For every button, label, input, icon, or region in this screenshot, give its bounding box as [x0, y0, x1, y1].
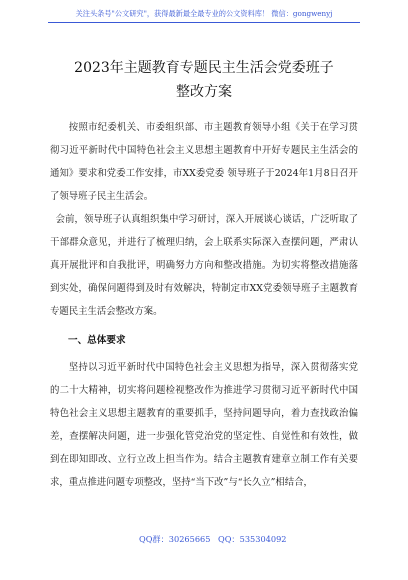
header-banner	[48, 8, 360, 26]
document-intro	[50, 116, 358, 323]
paragraph-intro-2: 会前，领导班子认真组织集中学习研讨，深入开展谈心谈话，广泛听取了干部群众意见，并进行了梳理归纳，会上联系实际深入查摆问题，严肃认真开展批评和自我批评，明确努力方向和整改措施。为切实将整改措施落到实处，确保问题得到及时有效解决，特制定市XX党委领导班子主题教育专题民主生活会整改方案。	[50, 214, 358, 317]
document-section-1-body	[50, 356, 358, 494]
footer	[0, 532, 408, 546]
paragraph-intro-1: 按照市纪委机关、市委组织部、市主题教育领导小组《关于在学习贯彻习近平新时代中国特色社会主义思想主题教育中开好专题民主生活会的通知》要求和党委工作安排，市XX委党委 领导班子于2024年1月8日召开了领导班子民主生活会。	[50, 122, 358, 202]
header-divider	[48, 22, 360, 23]
footer-qq-contact: QQ：535304092	[218, 534, 287, 544]
document-title-line-2: 整改方案	[176, 84, 232, 100]
footer-qq-group: QQ群：30265665	[139, 534, 211, 544]
header-banner-text: 关注头条号"公文研究"，获得最新最全最专业的公文资料库！ 微信：gongwenyj	[75, 9, 333, 18]
section-heading-general-requirements: 一、总体要求	[68, 335, 126, 346]
document-title	[50, 56, 358, 104]
paragraph-general-requirements: 坚持以习近平新时代中国特色社会主义思想为指导，深入贯彻落实党的二十大精神，切实将问题检视整改作为推进学习贯彻习近平新时代中国特色社会主义思想主题教育的重要抓手，坚持问题导向，着力查找政治偏差，查摆解决问题，进一步强化管党治党的坚定性、自觉性和有效性，做到在即知即改、立行立改上担当作为。结合主题教育建章立制工作有关要求，重点推进问题专项整改，坚持“当下改”与“长久立”相结合，	[50, 362, 358, 488]
document-title-line-1: 2023年主题教育专题民主生活会党委班子	[74, 60, 334, 76]
